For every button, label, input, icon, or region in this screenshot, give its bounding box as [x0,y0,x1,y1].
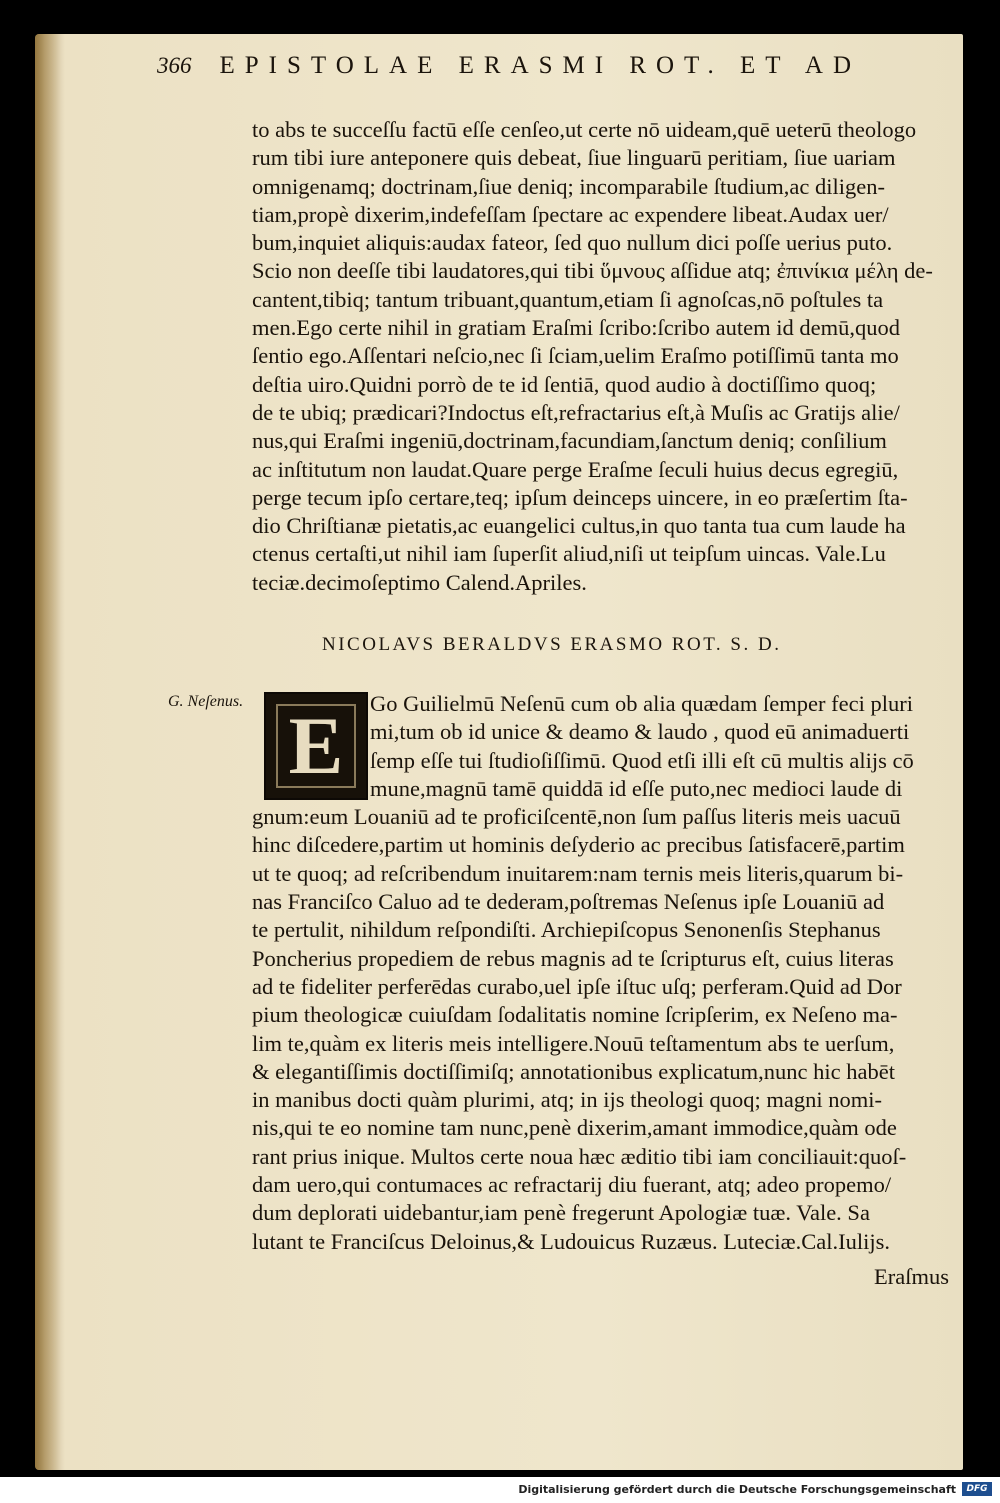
text-line: lutant te Franciſcus Deloinus,& Ludouicus Ruzæus. Luteciæ.Cal.Iulijs. [252,1228,891,1254]
initial-letter: E [288,700,344,791]
text-line: rant prius inique. Multos certe noua hæc æditio tibi iam conciliauit:quoſ- [252,1143,907,1169]
text-line: bum,inquiet aliquis:audax fateor, ſed quo nullum dici poſſe uerius puto. [252,230,893,256]
text-line: perge tecum ipſo certare,teq; ipſum deinceps uincere, in eo præſertim ſta- [252,484,908,510]
page-number: 366 [157,53,192,78]
text-line: dum deplorati uidebantur,iam penè fregerunt Apologiæ tuæ. Vale. Sa [252,1200,870,1226]
letter1-body [252,116,967,597]
text-line: te pertulit, nihildum reſpondiſti. Archiepiſcopus Senonenſis Stephanus [252,917,881,943]
text-line: nus,qui Eraſmi ingeniū,doctrinam,facundiam,ſanctum deniq; conſilium [252,428,887,454]
text-line: deſtia uiro.Quidni porrò de te id ſentiā, quod audio à doctiſſimo quoq; [252,371,877,397]
running-title: EPISTOLAE ERASMI ROT. ET AD [219,52,862,79]
marginal-note: G. Neſenus. [168,693,244,710]
text-line: nas Franciſco Caluo ad te dederam,poſtremas Neſenus ipſe Louaniū ad [252,889,885,915]
text-line: gnum:eum Louaniū ad te proficiſcentē,non ſum paſſus literis meis uacuū [252,804,901,830]
text-line: Go Guilielmū Neſenū cum ob alia quædam ſemper feci pluri [370,691,913,716]
text-line: ſentio ego.Aſſentari neſcio,nec ſi ſciam,uelim Eraſmo potiſſimū tanta mo [252,343,899,369]
text-line: to abs te succeſſu factū eſſe cenſeo,ut certe nō uideam,quē ueterū theologo [252,117,917,142]
text-line: Scio non deeſſe tibi laudatores,qui tibi ὕμνους aſſidue atq; ἐπινίκια μέλη de- [252,258,933,284]
text-line: lim te,quàm ex literis meis intelligere.Nouū teſtamentum abs te uerſum, [252,1030,895,1056]
text-line: ctenus certaſti,ut nihil iam ſuperſit aliud,niſi ut teipſum uincas. Vale.Lu [252,541,886,567]
text-line: ac inſtitutum non laudat.Quare perge Eraſme ſeculi huius decus egregiū, [252,456,899,482]
letter2-heading: NICOLAVS BERALDVS ERASMO ROT. S. D. [322,634,782,655]
funding-credit: Digitalisierung gefördert durch die Deutsche Forschungsgemeinschaft [518,1483,956,1496]
letter2-body [252,690,967,1256]
text-line: mune,magnū tamē quiddā id eſſe puto,nec medioci laude di [370,775,903,801]
text-line: rum tibi iure anteponere quis debeat, ſiue linguarū peritiam, ſiue uariam [252,145,896,171]
text-line: omnigenamq; doctrinam,ſiue deniq; incomparabile ſtudium,ac diligen- [252,173,885,199]
text-line: ad te fideliter perferēdas curabo,uel ipſe iſtuc uſq; perferam.Quid ad Dor [252,973,902,999]
text-line: tiam,propè dixerim,indefeſſam ſpectare ac expendere libeat.Audax uer/ [252,201,889,227]
text-line: dam uero,qui contumaces ac refractarij diu fuerant, atq; adeo propemo/ [252,1172,892,1198]
text-line: hinc diſcedere,partim ut hominis deſyderio ac precibus ſatisfacerē,partim [252,832,905,858]
text-line: men.Ego certe nihil in gratiam Eraſmi ſcribo:ſcribo autem id demū,quod [252,315,900,341]
text-line: de te ubiq; prædicari?Indoctus eſt,refractarius eſt,à Muſis ac Gratijs alie/ [252,399,900,425]
text-line: mi,tum ob id unice & deamo & laudo , quod eū animaduerti [370,719,910,745]
text-line: nis,qui te eo nomine tam nunc,penè dixerim,amant immodice,quàm ode [252,1115,897,1141]
dfg-logo-icon: DFG [962,1482,992,1496]
text-line: ſemp eſſe tui ſtudioſiſſimū. Quod etſi illi eſt cū multis alijs cō [370,747,914,773]
text-line: & elegantiſſimis doctiſſimiſq; annotationibus explicatum,nunc hic habēt [252,1058,895,1084]
text-line: in manibus docti quàm plurimi, atq; in ijs theologi quoq; magni nomi- [252,1087,882,1113]
text-line: Poncherius propediem de rebus magnis ad te ſcripturus eſt, cuius literas [252,945,894,971]
text-line: teciæ.decimoſeptimo Calend.Apriles. [252,569,587,595]
text-line: pium theologicæ cuiuſdam ſodalitatis nomine ſcripſerim, ex Neſeno ma- [252,1002,898,1028]
catchword: Eraſmus [874,1264,949,1289]
text-line: cantent,tibiq; tantum tribuant,quantum,etiam ſi agnoſcas,nō poſtules ta [252,286,884,312]
text-line: ut te quoq; ad reſcribendum inuitarem:nam ternis meis literis,quarum bi- [252,860,904,886]
running-head [157,52,937,80]
text-line: dio Chriſtianæ pietatis,ac euangelici cultus,in quo tanta tua cum laude ha [252,513,906,539]
